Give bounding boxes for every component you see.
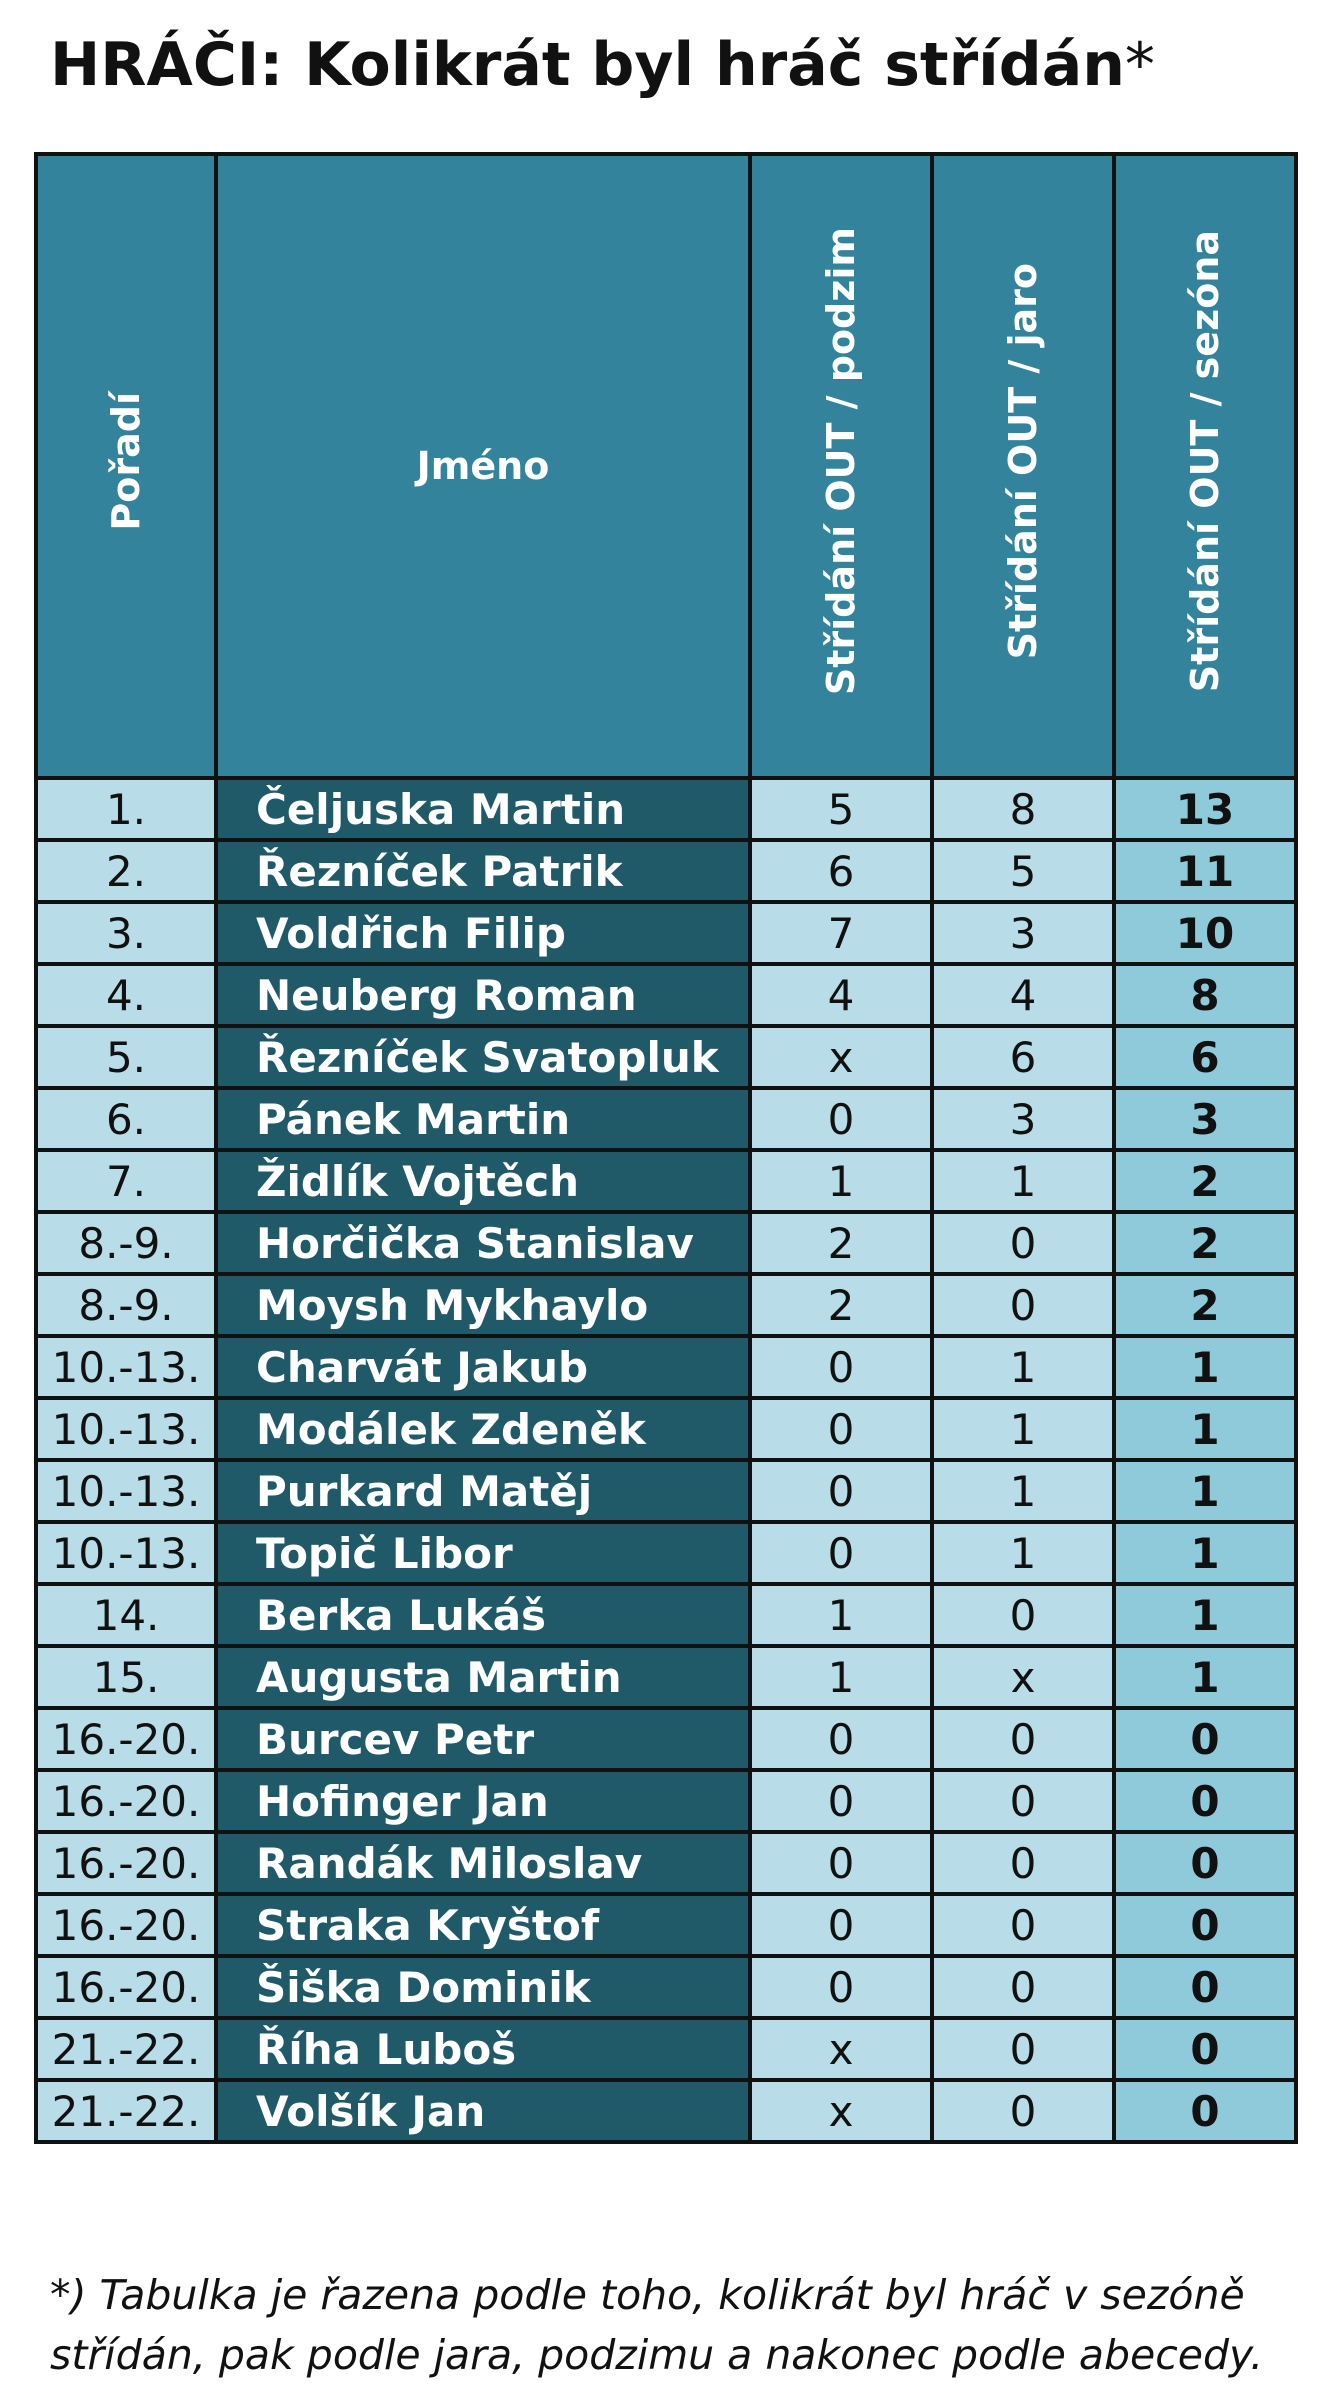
table-header-row bbox=[36, 154, 1296, 778]
cell-autumn: 0 bbox=[750, 1522, 932, 1584]
page-title bbox=[50, 10, 1155, 120]
cell-name: Voldřich Filip bbox=[216, 902, 750, 964]
cell-autumn: 5 bbox=[750, 778, 932, 840]
cell-autumn: 2 bbox=[750, 1274, 932, 1336]
cell-rank: 2. bbox=[36, 840, 216, 902]
cell-name: Volšík Jan bbox=[216, 2080, 750, 2142]
cell-rank: 3. bbox=[36, 902, 216, 964]
cell-rank: 15. bbox=[36, 1646, 216, 1708]
cell-autumn: 2 bbox=[750, 1212, 932, 1274]
cell-season: 11 bbox=[1114, 840, 1296, 902]
header-name bbox=[216, 154, 750, 778]
cell-name: Řezníček Svatopluk bbox=[216, 1026, 750, 1088]
cell-name: Charvát Jakub bbox=[216, 1336, 750, 1398]
table-row bbox=[36, 1832, 1296, 1894]
table-row bbox=[36, 1088, 1296, 1150]
cell-autumn: 0 bbox=[750, 1894, 932, 1956]
cell-season: 1 bbox=[1114, 1522, 1296, 1584]
cell-season: 0 bbox=[1114, 1770, 1296, 1832]
cell-season: 13 bbox=[1114, 778, 1296, 840]
cell-rank: 16.-20. bbox=[36, 1708, 216, 1770]
header-spring bbox=[932, 154, 1114, 778]
cell-season: 0 bbox=[1114, 2018, 1296, 2080]
footnote bbox=[50, 2265, 1290, 2385]
cell-autumn: 1 bbox=[750, 1584, 932, 1646]
cell-rank: 16.-20. bbox=[36, 1832, 216, 1894]
cell-rank: 7. bbox=[36, 1150, 216, 1212]
cell-name: Neuberg Roman bbox=[216, 964, 750, 1026]
cell-autumn: x bbox=[750, 2080, 932, 2142]
cell-name: Straka Kryštof bbox=[216, 1894, 750, 1956]
cell-spring: 4 bbox=[932, 964, 1114, 1026]
header-rank-label: Pořadí bbox=[104, 392, 148, 531]
cell-autumn: x bbox=[750, 1026, 932, 1088]
header-autumn bbox=[750, 154, 932, 778]
table-row bbox=[36, 902, 1296, 964]
cell-name: Berka Lukáš bbox=[216, 1584, 750, 1646]
cell-season: 1 bbox=[1114, 1460, 1296, 1522]
cell-season: 2 bbox=[1114, 1274, 1296, 1336]
cell-spring: 3 bbox=[932, 1088, 1114, 1150]
table-row bbox=[36, 1336, 1296, 1398]
table-row bbox=[36, 1522, 1296, 1584]
cell-spring: 0 bbox=[932, 1956, 1114, 2018]
header-name-label: Jméno bbox=[416, 444, 550, 488]
cell-spring: 0 bbox=[932, 1708, 1114, 1770]
cell-rank: 21.-22. bbox=[36, 2018, 216, 2080]
page-title-text: HRÁČI: Kolikrát byl hráč střídán bbox=[50, 30, 1125, 100]
cell-spring: 5 bbox=[932, 840, 1114, 902]
cell-season: 0 bbox=[1114, 1894, 1296, 1956]
table-row bbox=[36, 2080, 1296, 2142]
table-row bbox=[36, 1646, 1296, 1708]
cell-rank: 1. bbox=[36, 778, 216, 840]
cell-name: Říha Luboš bbox=[216, 2018, 750, 2080]
cell-spring: 0 bbox=[932, 2018, 1114, 2080]
table-row bbox=[36, 1274, 1296, 1336]
cell-rank: 16.-20. bbox=[36, 1770, 216, 1832]
table-row bbox=[36, 1212, 1296, 1274]
table-row bbox=[36, 1026, 1296, 1088]
cell-rank: 10.-13. bbox=[36, 1460, 216, 1522]
table-row bbox=[36, 778, 1296, 840]
cell-spring: 1 bbox=[932, 1150, 1114, 1212]
cell-spring: 1 bbox=[932, 1460, 1114, 1522]
table-row bbox=[36, 1894, 1296, 1956]
cell-name: Řezníček Patrik bbox=[216, 840, 750, 902]
cell-autumn: x bbox=[750, 2018, 932, 2080]
table-row bbox=[36, 1460, 1296, 1522]
table-row bbox=[36, 840, 1296, 902]
cell-autumn: 0 bbox=[750, 1336, 932, 1398]
cell-season: 2 bbox=[1114, 1150, 1296, 1212]
substitutions-table bbox=[34, 152, 1298, 2144]
table-row bbox=[36, 1150, 1296, 1212]
table-row bbox=[36, 1584, 1296, 1646]
cell-autumn: 4 bbox=[750, 964, 932, 1026]
title-asterisk: * bbox=[1124, 30, 1155, 100]
table-row bbox=[36, 964, 1296, 1026]
cell-name: Šiška Dominik bbox=[216, 1956, 750, 2018]
table-row bbox=[36, 1398, 1296, 1460]
cell-name: Augusta Martin bbox=[216, 1646, 750, 1708]
cell-autumn: 0 bbox=[750, 1460, 932, 1522]
cell-season: 1 bbox=[1114, 1398, 1296, 1460]
table-row bbox=[36, 1708, 1296, 1770]
cell-autumn: 6 bbox=[750, 840, 932, 902]
cell-spring: x bbox=[932, 1646, 1114, 1708]
cell-name: Hofinger Jan bbox=[216, 1770, 750, 1832]
cell-name: Horčička Stanislav bbox=[216, 1212, 750, 1274]
cell-spring: 1 bbox=[932, 1522, 1114, 1584]
cell-season: 1 bbox=[1114, 1584, 1296, 1646]
cell-autumn: 0 bbox=[750, 1398, 932, 1460]
cell-name: Čeljuska Martin bbox=[216, 778, 750, 840]
cell-season: 1 bbox=[1114, 1646, 1296, 1708]
cell-spring: 0 bbox=[932, 1894, 1114, 1956]
cell-rank: 6. bbox=[36, 1088, 216, 1150]
table-row bbox=[36, 1956, 1296, 2018]
cell-autumn: 0 bbox=[750, 1708, 932, 1770]
header-season bbox=[1114, 154, 1296, 778]
cell-spring: 3 bbox=[932, 902, 1114, 964]
header-rank bbox=[36, 154, 216, 778]
header-season-label: Střídání OUT / sezóna bbox=[1183, 230, 1227, 693]
cell-spring: 0 bbox=[932, 1584, 1114, 1646]
cell-season: 0 bbox=[1114, 1708, 1296, 1770]
cell-spring: 1 bbox=[932, 1336, 1114, 1398]
table-body bbox=[36, 778, 1296, 2142]
cell-rank: 16.-20. bbox=[36, 1894, 216, 1956]
table-row bbox=[36, 2018, 1296, 2080]
cell-rank: 10.-13. bbox=[36, 1398, 216, 1460]
cell-name: Pánek Martin bbox=[216, 1088, 750, 1150]
cell-spring: 6 bbox=[932, 1026, 1114, 1088]
cell-autumn: 0 bbox=[750, 1956, 932, 2018]
footnote-line-2: střídán, pak podle jara, podzimu a nakonec podle abecedy. bbox=[50, 2331, 1264, 2379]
cell-name: Židlík Vojtěch bbox=[216, 1150, 750, 1212]
cell-season: 1 bbox=[1114, 1336, 1296, 1398]
cell-autumn: 1 bbox=[750, 1646, 932, 1708]
cell-season: 3 bbox=[1114, 1088, 1296, 1150]
cell-name: Randák Miloslav bbox=[216, 1832, 750, 1894]
cell-rank: 5. bbox=[36, 1026, 216, 1088]
cell-spring: 0 bbox=[932, 1274, 1114, 1336]
cell-autumn: 7 bbox=[750, 902, 932, 964]
cell-season: 8 bbox=[1114, 964, 1296, 1026]
cell-season: 2 bbox=[1114, 1212, 1296, 1274]
cell-rank: 8.-9. bbox=[36, 1212, 216, 1274]
cell-name: Modálek Zdeněk bbox=[216, 1398, 750, 1460]
cell-season: 0 bbox=[1114, 2080, 1296, 2142]
cell-name: Burcev Petr bbox=[216, 1708, 750, 1770]
table-row bbox=[36, 1770, 1296, 1832]
cell-rank: 16.-20. bbox=[36, 1956, 216, 2018]
cell-autumn: 1 bbox=[750, 1150, 932, 1212]
cell-autumn: 0 bbox=[750, 1770, 932, 1832]
cell-name: Moysh Mykhaylo bbox=[216, 1274, 750, 1336]
cell-rank: 10.-13. bbox=[36, 1522, 216, 1584]
cell-rank: 14. bbox=[36, 1584, 216, 1646]
cell-spring: 0 bbox=[932, 1770, 1114, 1832]
cell-season: 10 bbox=[1114, 902, 1296, 964]
cell-name: Purkard Matěj bbox=[216, 1460, 750, 1522]
cell-season: 6 bbox=[1114, 1026, 1296, 1088]
cell-spring: 0 bbox=[932, 2080, 1114, 2142]
footnote-line-1: *) Tabulka je řazena podle toho, kolikrát byl hráč v sezóně bbox=[50, 2271, 1245, 2319]
cell-rank: 21.-22. bbox=[36, 2080, 216, 2142]
cell-season: 0 bbox=[1114, 1956, 1296, 2018]
cell-spring: 0 bbox=[932, 1832, 1114, 1894]
cell-rank: 4. bbox=[36, 964, 216, 1026]
cell-name: Topič Libor bbox=[216, 1522, 750, 1584]
cell-rank: 8.-9. bbox=[36, 1274, 216, 1336]
header-autumn-label: Střídání OUT / podzim bbox=[819, 227, 863, 696]
cell-spring: 8 bbox=[932, 778, 1114, 840]
cell-spring: 1 bbox=[932, 1398, 1114, 1460]
cell-spring: 0 bbox=[932, 1212, 1114, 1274]
cell-rank: 10.-13. bbox=[36, 1336, 216, 1398]
cell-season: 0 bbox=[1114, 1832, 1296, 1894]
header-spring-label: Střídání OUT / jaro bbox=[1001, 263, 1045, 660]
cell-autumn: 0 bbox=[750, 1832, 932, 1894]
cell-autumn: 0 bbox=[750, 1088, 932, 1150]
